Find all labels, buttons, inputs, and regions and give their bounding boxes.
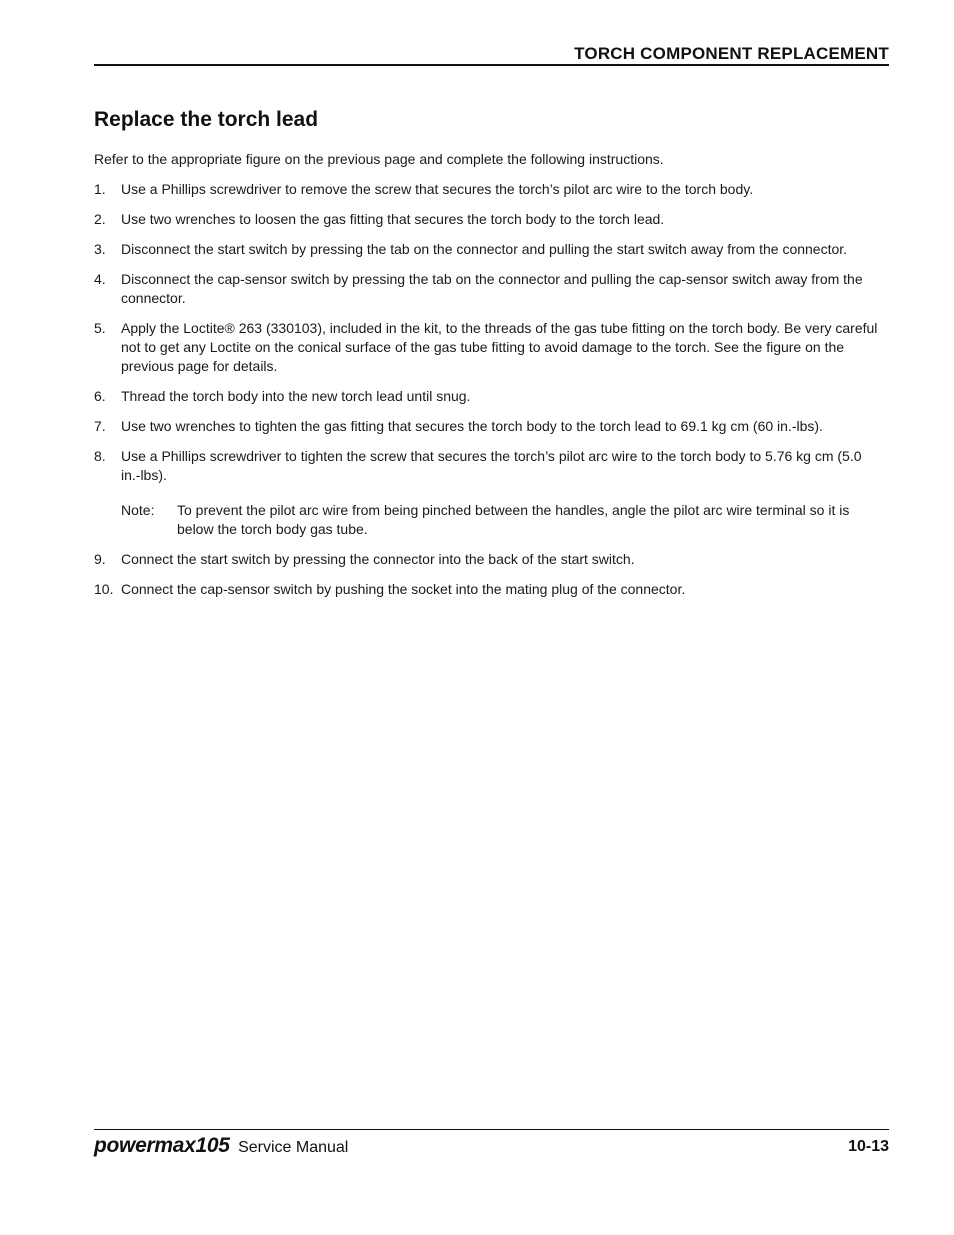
step-number: 10.	[94, 581, 114, 597]
step-number: 7.	[94, 418, 106, 434]
step-text: Disconnect the start switch by pressing the tab on the connector and pulling the start switch away from the connector.	[121, 241, 848, 257]
section-heading: Replace the torch lead	[94, 108, 319, 131]
step-number: 6.	[94, 388, 106, 404]
list-item	[94, 270, 884, 308]
list-item	[94, 550, 884, 569]
list-item	[94, 180, 884, 199]
body-content	[94, 150, 884, 610]
step-number: 8.	[94, 448, 106, 464]
step-text: Apply the Loctite® 263 (330103), included in the kit, to the threads of the gas tube fitting on the torch body. Be very careful not to get any Loctite on the conical surface of the gas tube fitting to avoid damage to the torch. See the figure on the previous page for details.	[121, 320, 878, 374]
list-item	[94, 580, 884, 599]
step-text: Connect the start switch by pressing the connector into the back of the start switch.	[121, 551, 635, 567]
list-item	[94, 447, 884, 485]
instruction-list-continued	[94, 550, 884, 599]
step-number: 3.	[94, 241, 106, 257]
step-text: Thread the torch body into the new torch lead until snug.	[121, 388, 471, 404]
list-item	[94, 387, 884, 406]
running-header: TORCH COMPONENT REPLACEMENT	[574, 44, 889, 63]
step-number: 9.	[94, 551, 106, 567]
note-block	[121, 501, 884, 539]
intro-paragraph: Refer to the appropriate figure on the previous page and complete the following instructions.	[94, 151, 664, 167]
step-number: 1.	[94, 181, 106, 197]
note-label: Note:	[121, 502, 155, 518]
step-text: Use a Phillips screwdriver to remove the screw that secures the torch’s pilot arc wire to the torch body.	[121, 181, 754, 197]
footer-brand	[94, 1134, 348, 1158]
note-text: To prevent the pilot arc wire from being pinched between the handles, angle the pilot arc wire terminal so it is below the torch body gas tube.	[177, 502, 850, 537]
instruction-list	[94, 180, 884, 485]
footer-rule	[94, 1129, 889, 1130]
step-number: 2.	[94, 211, 106, 227]
list-item	[94, 417, 884, 436]
step-text: Use two wrenches to tighten the gas fitting that secures the torch body to the torch lead to 69.1 kg cm (60 in.-lbs).	[121, 418, 823, 434]
list-item	[94, 240, 884, 259]
step-text: Disconnect the cap-sensor switch by pressing the tab on the connector and pulling the cap-sensor switch away from the connector.	[121, 271, 863, 306]
page-number: 10-13	[848, 1138, 889, 1155]
manual-label: Service Manual	[238, 1139, 349, 1156]
step-text: Use a Phillips screwdriver to tighten the screw that secures the torch’s pilot arc wire to the torch body to 5.76 kg cm (5.0 in.-lbs).	[121, 448, 862, 483]
step-text: Connect the cap-sensor switch by pushing the socket into the mating plug of the connector.	[121, 581, 686, 597]
powermax-logo: powermax105	[94, 1134, 230, 1157]
step-number: 5.	[94, 320, 106, 336]
list-item	[94, 319, 884, 376]
step-text: Use two wrenches to loosen the gas fitting that secures the torch body to the torch lead.	[121, 211, 665, 227]
step-number: 4.	[94, 271, 106, 287]
header-rule	[94, 64, 889, 66]
list-item	[94, 210, 884, 229]
